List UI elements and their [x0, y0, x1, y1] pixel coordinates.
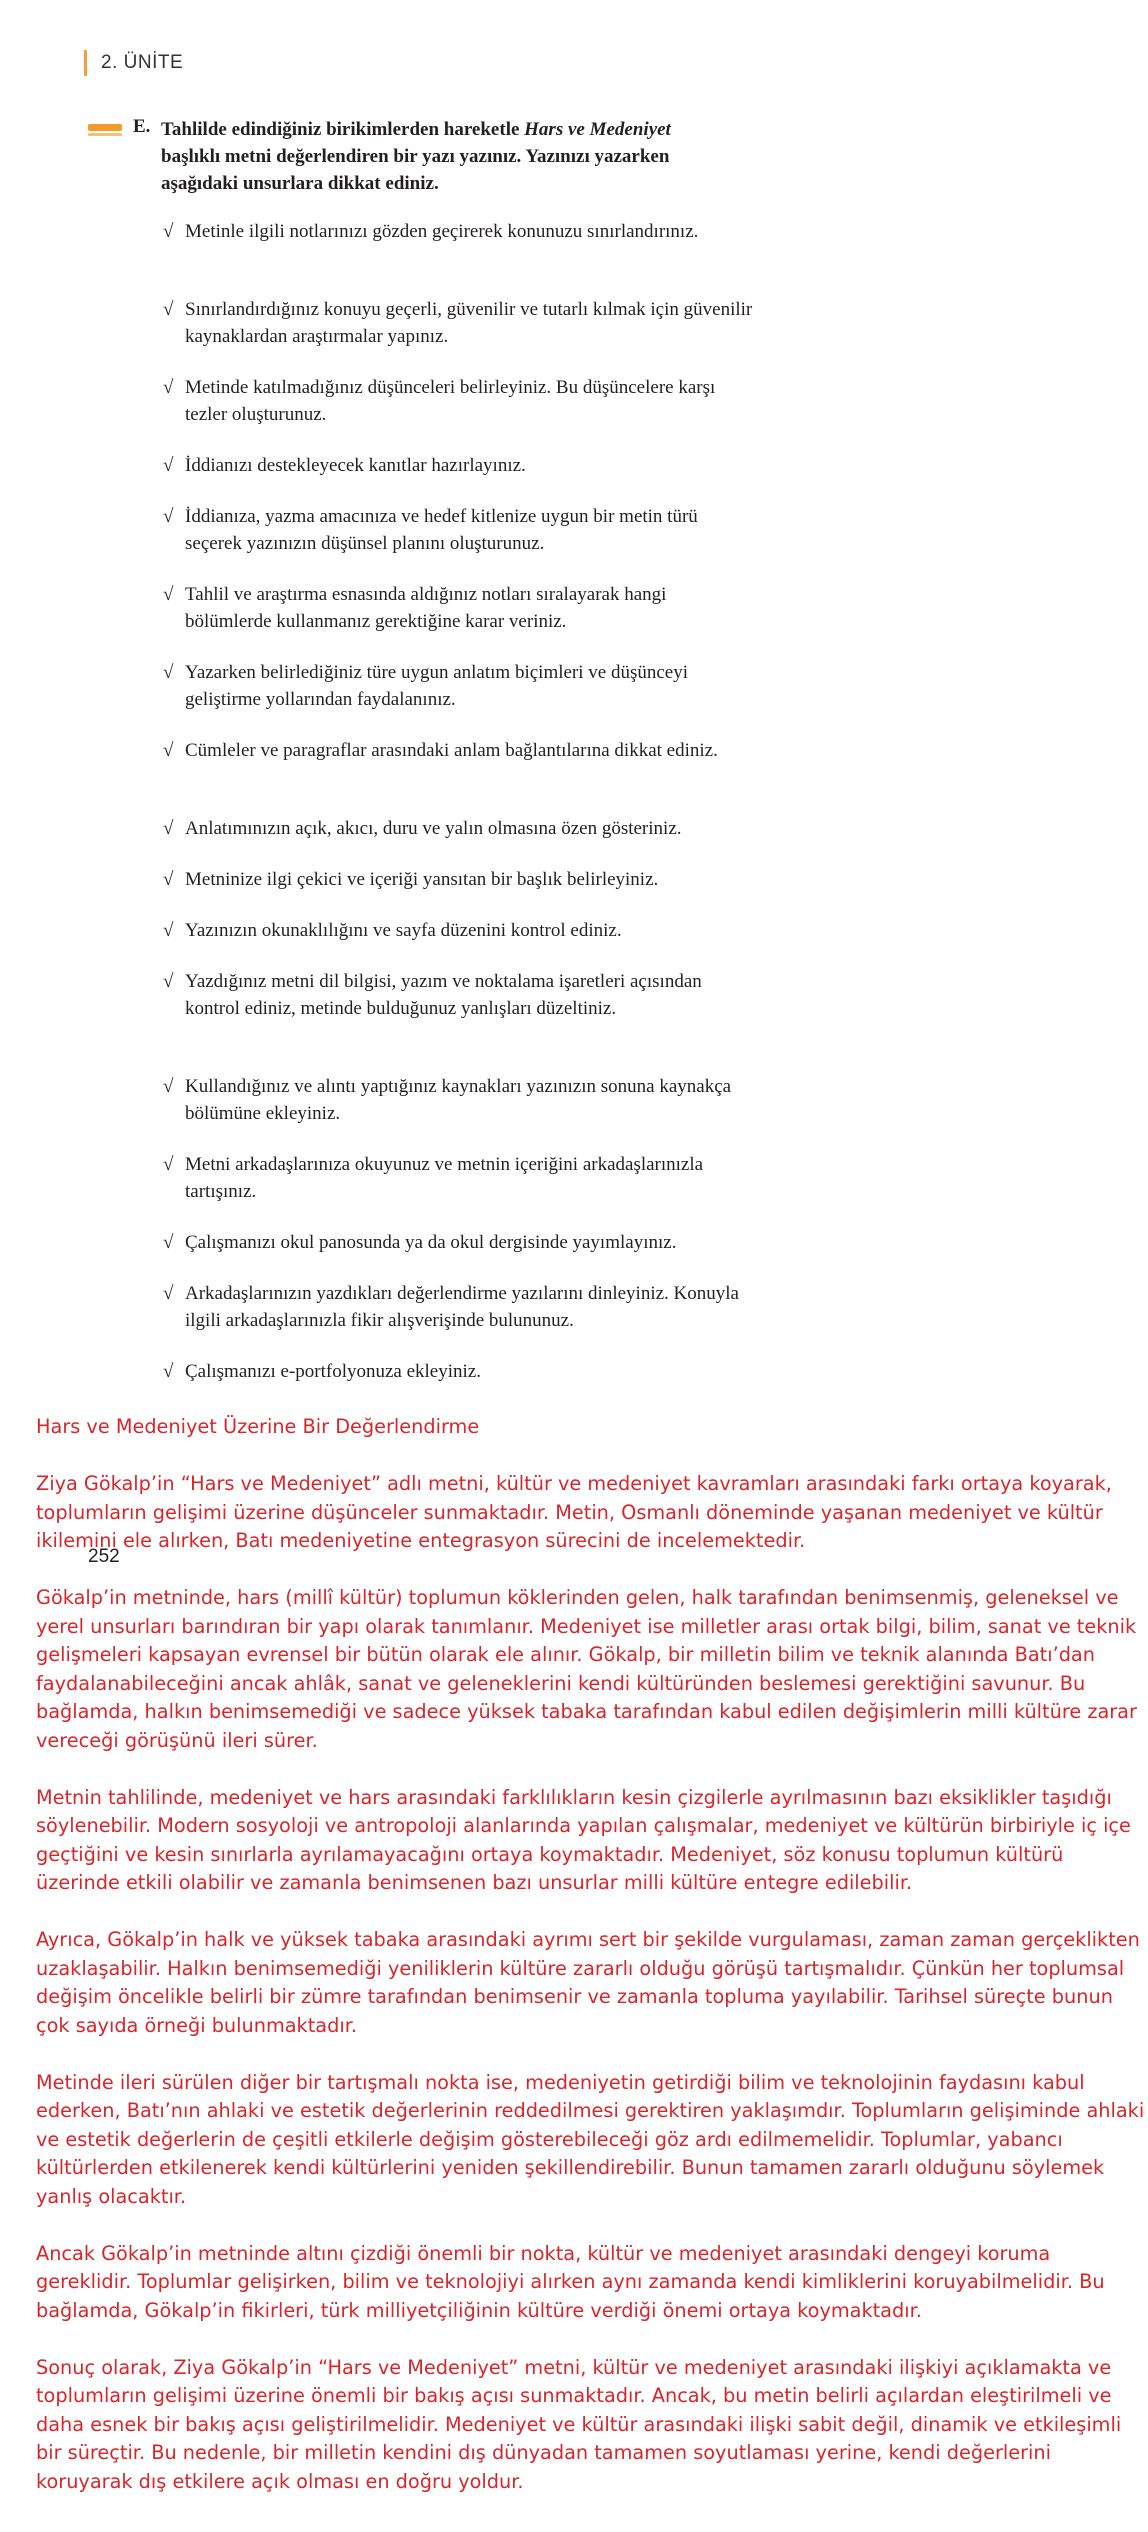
- exercise-instruction: [161, 116, 731, 197]
- checklist-item: [163, 452, 763, 479]
- checklist-item-text: Metinle ilgili notlarınızı gözden geçirerek konunuzu sınırlandırınız.: [185, 221, 699, 242]
- page-number: 252: [88, 1546, 120, 1567]
- checklist-item-text: Çalışmanızı okul panosunda ya da okul dergisinde yayımlayınız.: [185, 1232, 677, 1253]
- checklist-item: [163, 659, 763, 713]
- unit-title: 2. ÜNİTE: [101, 52, 184, 73]
- exercise-letter: E.: [133, 116, 151, 137]
- check-icon: √: [163, 869, 174, 890]
- check-icon: √: [163, 1154, 174, 1175]
- check-icon: √: [163, 740, 174, 761]
- check-icon: √: [163, 221, 174, 242]
- essay-paragraph: Ziya Gökalp’in “Hars ve Medeniyet” adlı metni, kültür ve medeniyet kavramları arasındaki farkı ortaya koyarak, toplumların gelişimi üzerine düşünceler sunmaktadır. Metin, Osmanlı döneminde yaşanan medeniyet ve kültür ikilemini ele alırken, Batı medeniyetine entegrasyon sürecini de incelemektedir.: [36, 1472, 1112, 1552]
- check-icon: √: [163, 584, 174, 605]
- essay-paragraph: Gökalp’in metninde, hars (millî kültür) toplumun köklerinden gelen, halk tarafından benimsenmiş, geleneksel ve yerel unsurları barındıran bir yapı olarak tanımlanır. Medeniyet ise milletler arası ortak bilgi, bilim, sanat ve teknik gelişmeleri kapsayan evrensel bir bütün olarak ele alınır. Gökalp, bir milletin bilim ve teknik alanında Batı’dan faydalanabileceğini ancak ahlâk, sanat ve geleneklerini kendi kültüründen beslemesi gerektiğini savunur. Bu bağlamda, halkın benimsemediği ve sadece yüksek tabaka tarafından kabul edilen değişimlerin milli kültüre zarar vereceği görüşünü ileri sürer.: [36, 1586, 1137, 1752]
- checklist-item-text: Yazarken belirlediğiniz türe uygun anlatım biçimleri ve düşünceyi geliştirme yollarından faydalanınız.: [185, 662, 689, 710]
- checklist-item: [163, 815, 763, 842]
- check-icon: √: [163, 1361, 174, 1382]
- checklist-item: [163, 1229, 763, 1256]
- instruction-part-1: Tahlilde edindiğiniz birikimlerden hareketle: [161, 119, 525, 140]
- check-icon: √: [163, 920, 174, 941]
- checklist-item-text: Metni arkadaşlarınıza okuyunuz ve metnin içeriğini arkadaşlarınızla tartışınız.: [185, 1154, 704, 1202]
- check-icon: √: [163, 377, 174, 398]
- check-icon: √: [163, 1076, 174, 1097]
- instruction-part-2: başlıklı metni değerlendiren bir yazı yazınız. Yazınızı yazarken aşağıdaki unsurlara dikkat ediniz.: [161, 146, 670, 194]
- check-icon: √: [163, 1283, 174, 1304]
- checklist-item: [163, 917, 763, 944]
- checklist-item: [163, 374, 763, 428]
- essay-paragraph: Metnin tahlilinde, medeniyet ve hars arasındaki farklılıkların kesin çizgilerle ayrılmasının bazı eksiklikler taşıdığı söylenebilir. Modern sosyoloji ve antropoloji alanlarında yapılan çalışmalar, medeniyet ve kültürün birbiriyle iç içe geçtiğini ve kesin sınırlarla ayrılamayacağını ortaya koymaktadır. Medeniyet, söz konusu toplumun kültürü üzerinde etkili olabilir ve zamanla benimsenen bazı unsurlar milli kültüre entegre edilebilir.: [36, 1785, 1131, 1894]
- checklist-item: [163, 296, 763, 350]
- checklist-item-text: Çalışmanızı e-portfolyonuza ekleyiniz.: [185, 1361, 481, 1382]
- section-marker-icon: [88, 124, 122, 136]
- checklist-item-text: Tahlil ve araştırma esnasında aldığınız notları sıralayarak hangi bölümlerde kullanmanız gerektiğine karar veriniz.: [185, 584, 667, 632]
- essay-paragraph: Ayrıca, Gökalp’in halk ve yüksek tabaka arasındaki ayrımı sert bir şekilde vurgulaması, zaman zaman gerçeklikten uzaklaşabilir. Halkın benimsemediği yeniliklerin kültüre zararlı olduğu görüşü tartışmalıdır. Çünkün her toplumsal değişim öncelikle belirli bir zümre tarafından benimsenir ve zamanla topluma yayılabilir. Tarihsel süreçte bunun çok sayıda örneği bulunmaktadır.: [36, 1928, 1140, 2037]
- unit-header: [84, 50, 183, 76]
- checklist-item: [163, 581, 763, 635]
- checklist-item: [163, 866, 763, 893]
- essay-paragraph: Ancak Gökalp’in metninde altını çizdiği önemli bir nokta, kültür ve medeniyet arasındaki dengeyi koruma gereklidir. Toplumlar gelişirken, bilim ve teknolojiyi alırken aynı zamanda kendi kimliklerini koruyabilmelidir. Bu bağlamda, Gökalp’in fikirleri, türk milliyetçiliğinin kültüre verdiği önemi ortaya koymaktadır.: [36, 2241, 1105, 2322]
- checklist-item-text: Yazdığınız metni dil bilgisi, yazım ve noktalama işaretleri açısından kontrol ediniz, metinde bulduğunuz yanlışları düzeltiniz.: [185, 971, 702, 1019]
- checklist-item-text: Arkadaşlarınızın yazdıkları değerlendirme yazılarını dinleyiniz. Konuyla ilgili arkadaşlarınızla fikir alışverişinde bulununuz.: [185, 1283, 739, 1331]
- checklist-item-text: Metinde katılmadığınız düşünceleri belirleyiniz. Bu düşüncelere karşı tezler oluşturunuz.: [185, 377, 716, 425]
- check-icon: √: [163, 1232, 174, 1253]
- checklist-item: [163, 1280, 763, 1334]
- checklist-item-text: Anlatımınızın açık, akıcı, duru ve yalın olmasına özen gösteriniz.: [185, 818, 682, 839]
- checklist-item: [163, 218, 763, 245]
- instruction-title-italic: Hars ve Medeniyet: [524, 119, 671, 140]
- checklist-item-text: İddianızı destekleyecek kanıtlar hazırlayınız.: [185, 455, 526, 476]
- checklist-item: [163, 737, 763, 764]
- checklist-item-text: İddianıza, yazma amacınıza ve hedef kitlenize uygun bir metin türü seçerek yazınızın düşünsel planını oluşturunuz.: [185, 506, 698, 554]
- check-icon: √: [163, 299, 174, 320]
- answer-essay: [36, 1413, 1146, 2496]
- checklist-item: [163, 1073, 763, 1127]
- checklist-item-text: Cümleler ve paragraflar arasındaki anlam bağlantılarına dikkat ediniz.: [185, 740, 718, 761]
- checklist-item: [163, 1151, 763, 1205]
- checklist-item: [163, 968, 763, 1022]
- checklist-item-text: Metninize ilgi çekici ve içeriği yansıtan bir başlık belirleyiniz.: [185, 869, 659, 890]
- essay-paragraph: Metinde ileri sürülen diğer bir tartışmalı nokta ise, medeniyetin getirdiği bilim ve teknolojinin faydasını kabul ederken, Batı’nın ahlaki ve estetik değerlerinin reddedilmesi gerektiren yaklaşımdır. Toplumların gelişiminde ahlaki ve estetik değerlerin de çeşitli etkilerle değişim gösterebileceği göz ardı edilmemelidir. Toplumlar, yabancı kültürlerden etkilenerek kendi kültürlerini yeniden şekillendirebilir. Bunun tamamen zararlı olduğunu söylemek yanlış olacaktır.: [36, 2070, 1145, 2208]
- checklist-item: [163, 503, 763, 557]
- unit-divider-bar: [84, 50, 87, 76]
- essay-title: Hars ve Medeniyet Üzerine Bir Değerlendirme: [36, 1415, 480, 1438]
- checklist-item-text: Yazınızın okunaklılığını ve sayfa düzenini kontrol ediniz.: [185, 920, 622, 941]
- checklist-item: [163, 1358, 763, 1385]
- check-icon: √: [163, 818, 174, 839]
- checklist-item-text: Sınırlandırdığınız konuyu geçerli, güvenilir ve tutarlı kılmak için güvenilir kaynaklardan araştırmalar yapınız.: [185, 299, 753, 347]
- check-icon: √: [163, 455, 174, 476]
- checklist-item-text: Kullandığınız ve alıntı yaptığınız kaynakları yazınızın sonuna kaynakça bölümüne ekleyiniz.: [185, 1076, 732, 1124]
- check-icon: √: [163, 662, 174, 683]
- check-icon: √: [163, 506, 174, 527]
- check-icon: √: [163, 971, 174, 992]
- essay-paragraph: Sonuç olarak, Ziya Gökalp’in “Hars ve Medeniyet” metni, kültür ve medeniyet arasındaki ilişkiyi açıklamakta ve toplumların gelişimi üzerine önemli bir bakış açısı sunmaktadır. Ancak, bu metin belirli açılardan eleştirilmeli ve daha esnek bir bakış açısı geliştirilmelidir. Medeniyet ve kültür arasındaki ilişki sabit değil, dinamik ve etkileşimli bir süreçtir. Bu nedenle, bir milletin kendini dış dünyadan tamamen soyutlaması yerine, kendi değerlerini koruyarak dış etkilere açık olması en doğru yoldur.: [36, 2355, 1122, 2493]
